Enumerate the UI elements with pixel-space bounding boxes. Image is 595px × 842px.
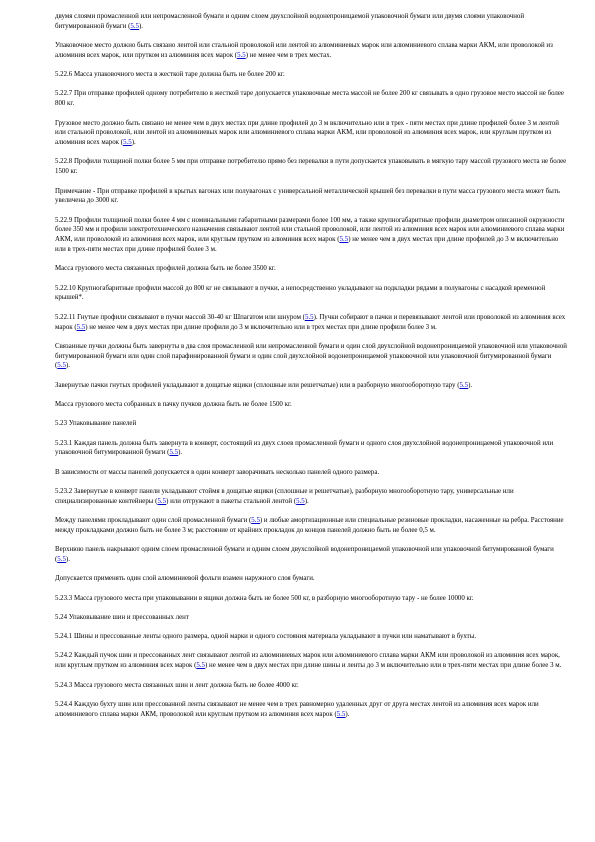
paragraph bbox=[55, 70, 567, 80]
paragraph bbox=[55, 468, 567, 478]
paragraph bbox=[55, 545, 567, 565]
section-ref-link[interactable]: 5.5 bbox=[169, 449, 179, 457]
paragraph-text: 5.24.3 Масса грузового места связанных шин и лент должна быть не более 4000 кг. bbox=[55, 681, 299, 689]
section-ref-link[interactable]: 5.5 bbox=[237, 51, 246, 59]
paragraph bbox=[55, 574, 567, 584]
paragraph bbox=[55, 700, 567, 720]
paragraph bbox=[55, 516, 567, 536]
paragraph-text: Примечание - При отправке профилей в крытых вагонах или полувагонах с универсальной металлической крышей без перевалки в пути масса грузового места может быть увеличена до 3000 кг. bbox=[55, 187, 560, 205]
paragraph-text: ). bbox=[131, 139, 136, 147]
paragraph-text: Завернутые пачки гнутых профилей укладывают в дощатые ящики (сплошные или решетчатые) или в разборную многооборотную тару ( bbox=[55, 381, 460, 389]
paragraph-text: 5.23.1 Каждая панель должна быть завернута в конверт, состоящий из двух слоев промасленной бумаги и одного слоя двухслойной водонепроницаемой упаковочной или упаковочной битумированной бумаги ( bbox=[55, 439, 554, 457]
paragraph-text: Допускается применять один слой алюминиевой фольги взамен наружного слоя бумаги. bbox=[55, 575, 315, 583]
section-ref-link[interactable]: 5.5 bbox=[57, 362, 66, 370]
paragraph-text: 5.22.7 При отправке профилей одному потребителю в жесткой таре допускается упаковочные места массой не более 200 кг связывать в одно грузовое место массой не более 800 кг. bbox=[55, 90, 564, 108]
paragraph bbox=[55, 613, 567, 623]
paragraph bbox=[55, 342, 567, 371]
paragraph-text: 5.23.3 Масса грузового места при упаковывании в ящики должна быть не более 500 кг, в разборную многооборотную тару - не более 10000 кг. bbox=[55, 594, 474, 602]
paragraph-text: ) или отгружают в пакеты стальной лентой ( bbox=[166, 497, 297, 505]
paragraph-text: 5.24.1 Шины и прессованные ленты одного размера, одной марки и одного состояния материала укладывают в пучки или наматывают в бухты. bbox=[55, 633, 477, 641]
paragraph bbox=[55, 594, 567, 604]
paragraph-text: ) и любые амортизационные или специальные резиновые прокладки, насаженные на ребра. Расстояние между прокладками должно быть не более 3 м; расстояние от крайних прокладок до концов панелей должно быть не более 0,5 м. bbox=[55, 517, 564, 534]
paragraph-text: ). bbox=[468, 381, 473, 389]
paragraph bbox=[55, 12, 567, 32]
paragraph-text: 5.22.6 Масса упаковочного места в жесткой таре должна быть не более 200 кг. bbox=[55, 71, 285, 79]
paragraph-text: В зависимости от массы панелей допускается в один конверт заворачивать несколько панелей одного размера. bbox=[55, 468, 380, 476]
section-ref-link[interactable]: 5.5 bbox=[123, 139, 132, 147]
paragraph bbox=[55, 157, 567, 177]
paragraph-text: Верхнюю панель накрывают одним слоем промасленной бумаги и одним слоем двухслойной водонепроницаемой упаковочной или упаковочной битумированной бумаги ( bbox=[55, 546, 554, 563]
paragraph bbox=[55, 187, 567, 207]
paragraph bbox=[55, 651, 567, 671]
paragraph bbox=[55, 381, 567, 391]
paragraph-text: Масса грузового места связанных профилей должна быть не более 3500 кг. bbox=[55, 265, 276, 273]
paragraph bbox=[55, 284, 567, 304]
paragraph bbox=[55, 313, 567, 333]
paragraph-text: ) не менее чем в двух местах при длине профили до 3 м включительно или в трех местах при длине профили более 3 м. bbox=[85, 323, 437, 331]
paragraph-text: ). bbox=[178, 449, 183, 457]
section-ref-link[interactable]: 5.5 bbox=[251, 517, 260, 525]
paragraph bbox=[55, 681, 567, 691]
section-ref-link[interactable]: 5.5 bbox=[57, 555, 66, 563]
paragraph bbox=[55, 41, 567, 61]
section-ref-link[interactable]: 5.5 bbox=[296, 497, 305, 505]
paragraph-text: Между панелями прокладывают один слой промасленной бумаги ( bbox=[55, 517, 252, 525]
section-ref-link[interactable]: 5.5 bbox=[130, 22, 139, 30]
paragraph-text: Грузовое место должно быть связано не менее чем в двух местах при длине профилей до 3 м включительно или в трех - пяти местах при длине профилей более 3 м лентой или стальной проволокой, или лентой из алюминиевых марок или алюминиевого сплава марки АКМ, или проволокой из алюминия всех марок, или круглым прутком из алюминия всех марок ( bbox=[55, 119, 559, 147]
paragraph-text: ) не менее чем в трех местах. bbox=[245, 51, 332, 59]
paragraph-text: ). bbox=[345, 710, 350, 718]
section-ref-link[interactable]: 5.5 bbox=[339, 236, 349, 244]
section-ref-link[interactable]: 5.5 bbox=[76, 323, 86, 331]
paragraph bbox=[55, 419, 567, 429]
paragraph-text: ). bbox=[138, 22, 144, 30]
paragraph-text: ). bbox=[65, 555, 70, 563]
paragraph bbox=[55, 264, 567, 274]
paragraph-text: Упаковочное место должно быть связано лентой или стальной проволокой или лентой из алюминиевых марок или алюминиевого сплава марки АКМ, или проволокой из алюминия всех марок, или прутком из алюминия всех марок ( bbox=[55, 42, 553, 59]
paragraph bbox=[55, 400, 567, 410]
paragraph-text: Масса грузового места собранных в пачку пучков должна быть не более 1500 кг. bbox=[55, 401, 292, 409]
paragraph-text: 5.23.2 Завернутые в конверт панели укладывают стоймя в дощатые ящики (сплошные и решетчатые), разборную многооборотную тару, универсальные или специализированные контейнеры ( bbox=[55, 488, 514, 505]
section-ref-link[interactable]: 5.5 bbox=[196, 662, 206, 670]
paragraph-text: ). Пучки собирают в пачки и перевязывают лентой или проволокой из алюминия всех марок ( bbox=[55, 313, 566, 331]
paragraph-text: 5.22.8 Профили толщиной полки более 5 мм при отправке потребителю прямо без перевалки в пути допускается упаковывать в мягкую тару массой грузового места не более 1500 кг. bbox=[55, 158, 567, 176]
paragraph-text: ) не менее чем в двух местах при длине профилей до 3 м включительно или в трех-пяти местах при длине профилей более 3 м. bbox=[55, 236, 559, 254]
paragraph-text: 5.24.4 Каждую бухту шин или прессованной ленты связывают не менее чем в трех равномерно удаленных друг от друга местах лентой из алюминия всех марок или алюминиевого сплава марки АКМ, проволокой или круглым прутком из алюминия всех марок ( bbox=[55, 700, 539, 718]
paragraph bbox=[55, 216, 567, 255]
paragraph-text: ). bbox=[65, 362, 70, 370]
section-ref-link[interactable]: 5.5 bbox=[459, 381, 469, 389]
paragraph bbox=[55, 487, 567, 507]
paragraph-text: 5.22.11 Гнутые профили связывают в пучки массой 30-40 кг Шпагатом или шнуром ( bbox=[55, 313, 305, 321]
paragraph bbox=[55, 119, 567, 148]
section-ref-link[interactable]: 5.5 bbox=[304, 313, 314, 321]
paragraph bbox=[55, 89, 567, 109]
paragraph bbox=[55, 439, 567, 459]
paragraph-text: 5.22.9 Профили толщиной полки более 4 мм с номинальными габаритными размерами более 100 мм, а также крупногабаритные профили диаметром описанной окружности более 350 мм и профили электротехнического назначения связывают лентой или стальной проволокой, или лентой из алюминия всех марок или алюминиевого сплава марки АКМ, или проволокой из алюминия всех марок, или круглым прутком из алюминия всех марок ( bbox=[55, 216, 565, 244]
section-ref-link[interactable]: 5.5 bbox=[336, 710, 346, 718]
paragraph-text: Связанные пучки должны быть завернуты в два слоя промасленной или непромасленной бумаги и один слой двухслойной водонепроницаемой упаковочной или упаковочной битумированной бумаги или один слой парафинированной бумаги и один слой двухслойной водонепроницаемой упаковочной или упаковочной битумированной бумаги ( bbox=[55, 342, 567, 370]
paragraph-text: ) не менее чем в двух местах при длине шины и ленты до 3 м включительно или в трех-пяти местах при длине более 3 м. bbox=[205, 662, 562, 670]
paragraph bbox=[55, 632, 567, 642]
paragraph-text: 5.24 Упаковывание шин и прессованных лент bbox=[55, 613, 189, 621]
paragraph-text: 5.24.2 Каждый пучок шин и прессованных лент связывают лентой из алюминиевых марок или алюминиевого сплава марки АКМ или проволокой из алюминия всех марок, или круглым прутком из алюминия всех марок ( bbox=[55, 652, 560, 670]
paragraph-text: двумя слоями промасленной или непромасленной бумаги и одним слоем двухслойной водонепроницаемой упаковочной бумаги или двумя слоями упаковочной битумированной бумаги ( bbox=[55, 13, 525, 30]
section-ref-link[interactable]: 5.5 bbox=[157, 497, 167, 505]
paragraph-text: ). bbox=[304, 497, 309, 505]
paragraph-text: 5.22.10 Крупногабаритные профили массой до 800 кг не связывают в пучки, а непосредственно укладывают на подкладки рядами в полувагоны с насадкой временной крышей*. bbox=[55, 284, 546, 302]
paragraph-text: 5.23 Упаковывание панелей bbox=[55, 420, 137, 428]
